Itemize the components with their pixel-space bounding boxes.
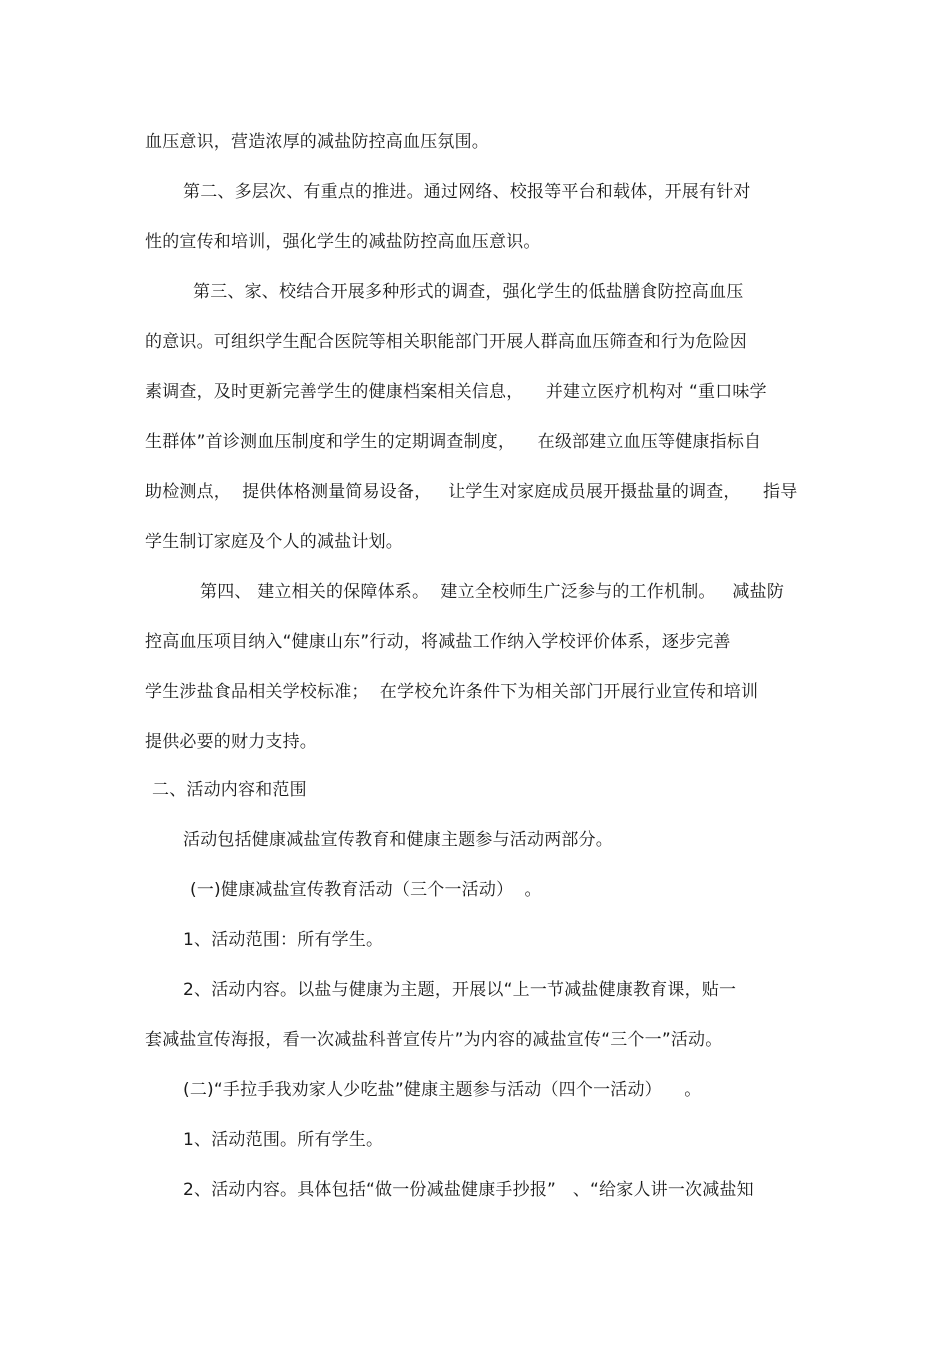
section-heading: 二、活动内容和范围 xyxy=(152,780,307,800)
paragraph-line: 第二、多层次、有重点的推进。通过网络、校报等平台和载体，开展有针对 xyxy=(183,182,751,202)
paragraph-line: 血压意识，营造浓厚的减盐防控高血压氛围。 xyxy=(145,132,489,152)
paragraph-line: 提供必要的财力支持。 xyxy=(145,732,317,752)
paragraph-line: 学生制订家庭及个人的减盐计划。 xyxy=(145,532,403,552)
paragraph-line: 2、活动内容。以盐与健康为主题，开展以“上一节减盐健康教育课，贴一 xyxy=(183,980,737,1000)
paragraph-line: 套减盐宣传海报，看一次减盐科普宣传片”为内容的减盐宣传“三个一”活动。 xyxy=(145,1030,723,1050)
paragraph-line: 助检测点， 提供体格测量简易设备， 让学生对家庭成员展开摄盐量的调查， 指导 xyxy=(145,482,798,502)
paragraph-line: 控高血压项目纳入“健康山东”行动，将减盐工作纳入学校评价体系，逐步完善 xyxy=(145,632,731,652)
paragraph-line: 性的宣传和培训，强化学生的减盐防控高血压意识。 xyxy=(145,232,541,252)
paragraph-line: 第三、家、校结合开展多种形式的调查，强化学生的低盐膳食防控高血压 xyxy=(193,282,744,302)
subsection-heading: (二)“手拉手我劝家人少吃盐”健康主题参与活动（四个一活动） 。 xyxy=(183,1080,702,1100)
paragraph-line: 学生涉盐食品相关学校标准； 在学校允许条件下为相关部门开展行业宣传和培训 xyxy=(145,682,759,702)
paragraph-line: 2、活动内容。具体包括“做一份减盐健康手抄报” 、“给家人讲一次减盐知 xyxy=(183,1180,754,1200)
paragraph-line: 的意识。可组织学生配合医院等相关职能部门开展人群高血压筛查和行为危险因 xyxy=(145,332,747,352)
paragraph-line: 第四、 建立相关的保障体系。 建立全校师生广泛参与的工作机制。 减盐防 xyxy=(200,582,785,602)
paragraph-line: 1、活动范围。所有学生。 xyxy=(183,1130,384,1150)
paragraph-line: 活动包括健康减盐宣传教育和健康主题参与活动两部分。 xyxy=(183,830,613,850)
subsection-heading: (一)健康减盐宣传教育活动（三个一活动） 。 xyxy=(190,880,542,900)
paragraph-line: 素调查，及时更新完善学生的健康档案相关信息， 并建立医疗机构对 “重口味学 xyxy=(145,382,767,402)
paragraph-line: 生群体”首诊测血压制度和学生的定期调查制度， 在级部建立血压等健康指标自 xyxy=(145,432,762,452)
paragraph-line: 1、活动范围：所有学生。 xyxy=(183,930,384,950)
